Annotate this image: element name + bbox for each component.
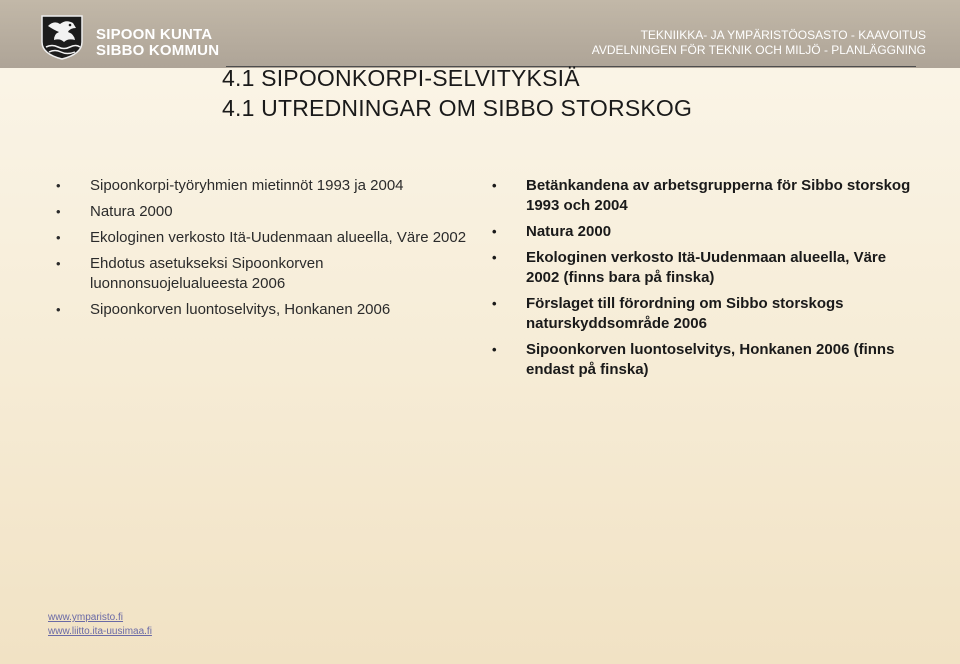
finnish-bullet-list: [56, 176, 476, 326]
org-name-finnish: SIPOON KUNTA: [96, 26, 213, 43]
list-item: • Sipoonkorpi-työryhmien mietinnöt 1993 ja 2004: [56, 176, 476, 196]
page-title-swedish: 4.1 UTREDNINGAR OM SIBBO STORSKOG: [222, 95, 693, 121]
list-item: • Natura 2000: [492, 222, 922, 242]
footer-link-liitto[interactable]: www.liitto.ita-uusimaa.fi: [48, 626, 152, 637]
department-swedish: AVDELNINGEN FÖR TEKNIK OCH MILJÖ - PLANLÄGGNING: [591, 43, 926, 57]
list-item: • Natura 2000: [56, 202, 476, 222]
list-item: • Förslaget till förordning om Sibbo storskogs naturskyddsområde 2006: [492, 294, 922, 334]
list-item: • Ekologinen verkosto Itä-Uudenmaan alueella, Väre 2002: [56, 228, 476, 248]
department-finnish: TEKNIIKKA- JA YMPÄRISTÖOSASTO - KAAVOITUS: [640, 28, 926, 42]
list-item: • Betänkandena av arbetsgrupperna för Sibbo storskog 1993 och 2004: [492, 176, 922, 216]
page-title-finnish: 4.1 SIPOONKORPI-SELVITYKSIÄ: [222, 65, 580, 91]
footer-link-ymparisto[interactable]: www.ymparisto.fi: [48, 612, 124, 623]
list-item: • Sipoonkorven luontoselvitys, Honkanen 2006: [56, 300, 476, 320]
swedish-bullet-list: [492, 176, 922, 386]
list-item: • Ekologinen verkosto Itä-Uudenmaan alueella, Väre 2002 (finns bara på finska): [492, 248, 922, 288]
coat-of-arms-icon: [40, 14, 84, 60]
list-item: • Ehdotus asetukseksi Sipoonkorven luonnonsuojelualueesta 2006: [56, 254, 476, 294]
list-item: • Sipoonkorven luontoselvitys, Honkanen 2006 (finns endast på finska): [492, 340, 922, 380]
org-name-swedish: SIBBO KOMMUN: [96, 42, 220, 59]
